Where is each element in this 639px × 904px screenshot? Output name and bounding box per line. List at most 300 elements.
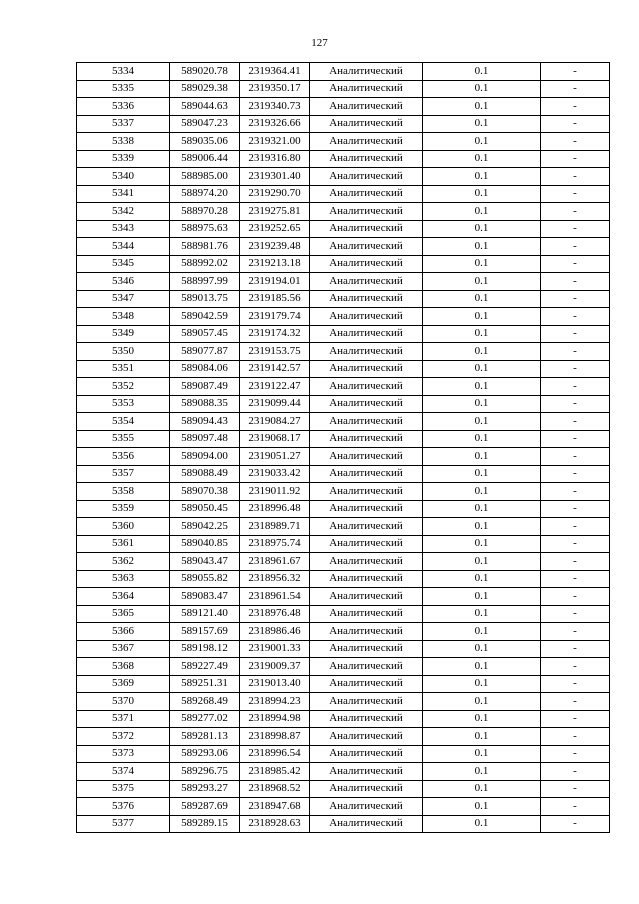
table-row <box>77 728 610 746</box>
table-row <box>77 98 610 116</box>
point-number-cell: 5368 <box>77 658 170 676</box>
y-coordinate-cell: 2318996.48 <box>240 500 310 518</box>
point-number-cell: 5346 <box>77 273 170 291</box>
y-coordinate-cell: 2319001.33 <box>240 640 310 658</box>
y-coordinate-cell: 2319252.65 <box>240 220 310 238</box>
point-number-cell: 5363 <box>77 570 170 588</box>
x-coordinate-cell: 589057.45 <box>170 325 240 343</box>
table-row <box>77 203 610 221</box>
method-cell: Аналитический <box>310 780 423 798</box>
y-coordinate-cell: 2319051.27 <box>240 448 310 466</box>
note-cell: - <box>541 465 610 483</box>
point-number-cell: 5336 <box>77 98 170 116</box>
x-coordinate-cell: 588975.63 <box>170 220 240 238</box>
note-cell: - <box>541 605 610 623</box>
point-number-cell: 5365 <box>77 605 170 623</box>
note-cell: - <box>541 325 610 343</box>
accuracy-cell: 0.1 <box>423 343 541 361</box>
table-row <box>77 465 610 483</box>
method-cell: Аналитический <box>310 553 423 571</box>
x-coordinate-cell: 589055.82 <box>170 570 240 588</box>
x-coordinate-cell: 589040.85 <box>170 535 240 553</box>
table-row <box>77 378 610 396</box>
x-coordinate-cell: 589296.75 <box>170 763 240 781</box>
method-cell: Аналитический <box>310 203 423 221</box>
y-coordinate-cell: 2319099.44 <box>240 395 310 413</box>
x-coordinate-cell: 589029.38 <box>170 80 240 98</box>
method-cell: Аналитический <box>310 728 423 746</box>
point-number-cell: 5358 <box>77 483 170 501</box>
note-cell: - <box>541 343 610 361</box>
y-coordinate-cell: 2319033.42 <box>240 465 310 483</box>
method-cell: Аналитический <box>310 80 423 98</box>
table-row <box>77 308 610 326</box>
accuracy-cell: 0.1 <box>423 168 541 186</box>
y-coordinate-cell: 2318994.98 <box>240 710 310 728</box>
y-coordinate-cell: 2319213.18 <box>240 255 310 273</box>
point-number-cell: 5345 <box>77 255 170 273</box>
point-number-cell: 5369 <box>77 675 170 693</box>
accuracy-cell: 0.1 <box>423 220 541 238</box>
point-number-cell: 5371 <box>77 710 170 728</box>
table-row <box>77 430 610 448</box>
page-number: 127 <box>311 37 328 49</box>
note-cell: - <box>541 133 610 151</box>
y-coordinate-cell: 2318976.48 <box>240 605 310 623</box>
accuracy-cell: 0.1 <box>423 185 541 203</box>
accuracy-cell: 0.1 <box>423 780 541 798</box>
method-cell: Аналитический <box>310 588 423 606</box>
table-row <box>77 413 610 431</box>
note-cell: - <box>541 168 610 186</box>
x-coordinate-cell: 589042.59 <box>170 308 240 326</box>
accuracy-cell: 0.1 <box>423 745 541 763</box>
x-coordinate-cell: 589293.27 <box>170 780 240 798</box>
y-coordinate-cell: 2318928.63 <box>240 815 310 833</box>
point-number-cell: 5340 <box>77 168 170 186</box>
x-coordinate-cell: 589020.78 <box>170 63 240 81</box>
table-row <box>77 535 610 553</box>
accuracy-cell: 0.1 <box>423 308 541 326</box>
method-cell: Аналитический <box>310 255 423 273</box>
table-row <box>77 500 610 518</box>
y-coordinate-cell: 2319142.57 <box>240 360 310 378</box>
method-cell: Аналитический <box>310 63 423 81</box>
point-number-cell: 5335 <box>77 80 170 98</box>
method-cell: Аналитический <box>310 115 423 133</box>
accuracy-cell: 0.1 <box>423 465 541 483</box>
accuracy-cell: 0.1 <box>423 728 541 746</box>
method-cell: Аналитический <box>310 395 423 413</box>
y-coordinate-cell: 2319239.48 <box>240 238 310 256</box>
accuracy-cell: 0.1 <box>423 553 541 571</box>
method-cell: Аналитический <box>310 185 423 203</box>
method-cell: Аналитический <box>310 763 423 781</box>
method-cell: Аналитический <box>310 675 423 693</box>
x-coordinate-cell: 589050.45 <box>170 500 240 518</box>
table-row <box>77 815 610 833</box>
note-cell: - <box>541 395 610 413</box>
note-cell: - <box>541 98 610 116</box>
accuracy-cell: 0.1 <box>423 238 541 256</box>
point-number-cell: 5367 <box>77 640 170 658</box>
table-row <box>77 780 610 798</box>
table-row <box>77 518 610 536</box>
table-row <box>77 220 610 238</box>
note-cell: - <box>541 728 610 746</box>
method-cell: Аналитический <box>310 623 423 641</box>
x-coordinate-cell: 589157.69 <box>170 623 240 641</box>
table-row <box>77 658 610 676</box>
x-coordinate-cell: 588997.99 <box>170 273 240 291</box>
y-coordinate-cell: 2318961.67 <box>240 553 310 571</box>
x-coordinate-cell: 589083.47 <box>170 588 240 606</box>
method-cell: Аналитический <box>310 500 423 518</box>
accuracy-cell: 0.1 <box>423 535 541 553</box>
x-coordinate-cell: 589094.43 <box>170 413 240 431</box>
accuracy-cell: 0.1 <box>423 623 541 641</box>
method-cell: Аналитический <box>310 570 423 588</box>
point-number-cell: 5351 <box>77 360 170 378</box>
table-row <box>77 553 610 571</box>
y-coordinate-cell: 2319174.32 <box>240 325 310 343</box>
note-cell: - <box>541 80 610 98</box>
method-cell: Аналитический <box>310 465 423 483</box>
note-cell: - <box>541 780 610 798</box>
note-cell: - <box>541 308 610 326</box>
accuracy-cell: 0.1 <box>423 588 541 606</box>
point-number-cell: 5352 <box>77 378 170 396</box>
y-coordinate-cell: 2319068.17 <box>240 430 310 448</box>
accuracy-cell: 0.1 <box>423 98 541 116</box>
method-cell: Аналитический <box>310 98 423 116</box>
table-row <box>77 150 610 168</box>
accuracy-cell: 0.1 <box>423 693 541 711</box>
x-coordinate-cell: 589287.69 <box>170 798 240 816</box>
x-coordinate-cell: 589070.38 <box>170 483 240 501</box>
y-coordinate-cell: 2318986.46 <box>240 623 310 641</box>
table-row <box>77 255 610 273</box>
accuracy-cell: 0.1 <box>423 658 541 676</box>
y-coordinate-cell: 2319340.73 <box>240 98 310 116</box>
method-cell: Аналитический <box>310 360 423 378</box>
x-coordinate-cell: 589035.06 <box>170 133 240 151</box>
x-coordinate-cell: 589097.48 <box>170 430 240 448</box>
point-number-cell: 5374 <box>77 763 170 781</box>
note-cell: - <box>541 483 610 501</box>
table-row <box>77 745 610 763</box>
y-coordinate-cell: 2318996.54 <box>240 745 310 763</box>
y-coordinate-cell: 2318975.74 <box>240 535 310 553</box>
x-coordinate-cell: 589121.40 <box>170 605 240 623</box>
table-row <box>77 63 610 81</box>
x-coordinate-cell: 589042.25 <box>170 518 240 536</box>
table-row <box>77 483 610 501</box>
accuracy-cell: 0.1 <box>423 710 541 728</box>
note-cell: - <box>541 115 610 133</box>
y-coordinate-cell: 2318994.23 <box>240 693 310 711</box>
accuracy-cell: 0.1 <box>423 378 541 396</box>
method-cell: Аналитический <box>310 413 423 431</box>
table-row <box>77 570 610 588</box>
point-number-cell: 5348 <box>77 308 170 326</box>
note-cell: - <box>541 640 610 658</box>
note-cell: - <box>541 798 610 816</box>
y-coordinate-cell: 2319194.01 <box>240 273 310 291</box>
point-number-cell: 5341 <box>77 185 170 203</box>
y-coordinate-cell: 2319179.74 <box>240 308 310 326</box>
accuracy-cell: 0.1 <box>423 798 541 816</box>
note-cell: - <box>541 570 610 588</box>
point-number-cell: 5338 <box>77 133 170 151</box>
y-coordinate-cell: 2318947.68 <box>240 798 310 816</box>
accuracy-cell: 0.1 <box>423 80 541 98</box>
point-number-cell: 5349 <box>77 325 170 343</box>
note-cell: - <box>541 763 610 781</box>
note-cell: - <box>541 430 610 448</box>
accuracy-cell: 0.1 <box>423 518 541 536</box>
table-row <box>77 325 610 343</box>
point-number-cell: 5344 <box>77 238 170 256</box>
note-cell: - <box>541 553 610 571</box>
y-coordinate-cell: 2319185.56 <box>240 290 310 308</box>
accuracy-cell: 0.1 <box>423 430 541 448</box>
table-row <box>77 640 610 658</box>
y-coordinate-cell: 2319011.92 <box>240 483 310 501</box>
note-cell: - <box>541 150 610 168</box>
method-cell: Аналитический <box>310 535 423 553</box>
accuracy-cell: 0.1 <box>423 290 541 308</box>
table-row <box>77 168 610 186</box>
table-row <box>77 395 610 413</box>
method-cell: Аналитический <box>310 238 423 256</box>
x-coordinate-cell: 589198.12 <box>170 640 240 658</box>
table-row <box>77 623 610 641</box>
point-number-cell: 5334 <box>77 63 170 81</box>
y-coordinate-cell: 2319350.17 <box>240 80 310 98</box>
x-coordinate-cell: 589289.15 <box>170 815 240 833</box>
point-number-cell: 5357 <box>77 465 170 483</box>
accuracy-cell: 0.1 <box>423 325 541 343</box>
note-cell: - <box>541 378 610 396</box>
note-cell: - <box>541 588 610 606</box>
note-cell: - <box>541 360 610 378</box>
point-number-cell: 5350 <box>77 343 170 361</box>
accuracy-cell: 0.1 <box>423 815 541 833</box>
accuracy-cell: 0.1 <box>423 605 541 623</box>
accuracy-cell: 0.1 <box>423 483 541 501</box>
note-cell: - <box>541 710 610 728</box>
point-number-cell: 5370 <box>77 693 170 711</box>
method-cell: Аналитический <box>310 378 423 396</box>
method-cell: Аналитический <box>310 658 423 676</box>
coordinates-table-body <box>77 63 610 833</box>
x-coordinate-cell: 589044.63 <box>170 98 240 116</box>
x-coordinate-cell: 589077.87 <box>170 343 240 361</box>
method-cell: Аналитический <box>310 343 423 361</box>
table-row <box>77 238 610 256</box>
accuracy-cell: 0.1 <box>423 133 541 151</box>
x-coordinate-cell: 588985.00 <box>170 168 240 186</box>
point-number-cell: 5355 <box>77 430 170 448</box>
x-coordinate-cell: 589094.00 <box>170 448 240 466</box>
point-number-cell: 5373 <box>77 745 170 763</box>
y-coordinate-cell: 2319301.40 <box>240 168 310 186</box>
method-cell: Аналитический <box>310 483 423 501</box>
point-number-cell: 5364 <box>77 588 170 606</box>
x-coordinate-cell: 589084.06 <box>170 360 240 378</box>
y-coordinate-cell: 2318998.87 <box>240 728 310 746</box>
point-number-cell: 5366 <box>77 623 170 641</box>
method-cell: Аналитический <box>310 815 423 833</box>
x-coordinate-cell: 589281.13 <box>170 728 240 746</box>
accuracy-cell: 0.1 <box>423 675 541 693</box>
table-row <box>77 693 610 711</box>
y-coordinate-cell: 2319122.47 <box>240 378 310 396</box>
note-cell: - <box>541 185 610 203</box>
note-cell: - <box>541 623 610 641</box>
note-cell: - <box>541 518 610 536</box>
table-row <box>77 710 610 728</box>
note-cell: - <box>541 675 610 693</box>
accuracy-cell: 0.1 <box>423 395 541 413</box>
method-cell: Аналитический <box>310 745 423 763</box>
y-coordinate-cell: 2318968.52 <box>240 780 310 798</box>
table-row <box>77 80 610 98</box>
method-cell: Аналитический <box>310 518 423 536</box>
point-number-cell: 5375 <box>77 780 170 798</box>
y-coordinate-cell: 2318989.71 <box>240 518 310 536</box>
x-coordinate-cell: 589268.49 <box>170 693 240 711</box>
note-cell: - <box>541 255 610 273</box>
note-cell: - <box>541 815 610 833</box>
point-number-cell: 5376 <box>77 798 170 816</box>
table-row <box>77 343 610 361</box>
accuracy-cell: 0.1 <box>423 63 541 81</box>
point-number-cell: 5361 <box>77 535 170 553</box>
accuracy-cell: 0.1 <box>423 150 541 168</box>
note-cell: - <box>541 63 610 81</box>
x-coordinate-cell: 589088.35 <box>170 395 240 413</box>
table-row <box>77 763 610 781</box>
accuracy-cell: 0.1 <box>423 763 541 781</box>
y-coordinate-cell: 2319364.41 <box>240 63 310 81</box>
table-row <box>77 185 610 203</box>
accuracy-cell: 0.1 <box>423 500 541 518</box>
x-coordinate-cell: 589087.49 <box>170 378 240 396</box>
table-row <box>77 605 610 623</box>
note-cell: - <box>541 448 610 466</box>
x-coordinate-cell: 589043.47 <box>170 553 240 571</box>
x-coordinate-cell: 588981.76 <box>170 238 240 256</box>
method-cell: Аналитический <box>310 430 423 448</box>
y-coordinate-cell: 2318985.42 <box>240 763 310 781</box>
method-cell: Аналитический <box>310 798 423 816</box>
method-cell: Аналитический <box>310 640 423 658</box>
y-coordinate-cell: 2319316.80 <box>240 150 310 168</box>
point-number-cell: 5347 <box>77 290 170 308</box>
point-number-cell: 5337 <box>77 115 170 133</box>
method-cell: Аналитический <box>310 273 423 291</box>
method-cell: Аналитический <box>310 133 423 151</box>
point-number-cell: 5360 <box>77 518 170 536</box>
table-row <box>77 588 610 606</box>
method-cell: Аналитический <box>310 693 423 711</box>
x-coordinate-cell: 588974.20 <box>170 185 240 203</box>
point-number-cell: 5356 <box>77 448 170 466</box>
accuracy-cell: 0.1 <box>423 413 541 431</box>
point-number-cell: 5343 <box>77 220 170 238</box>
note-cell: - <box>541 500 610 518</box>
method-cell: Аналитический <box>310 308 423 326</box>
point-number-cell: 5353 <box>77 395 170 413</box>
method-cell: Аналитический <box>310 150 423 168</box>
point-number-cell: 5372 <box>77 728 170 746</box>
x-coordinate-cell: 589251.31 <box>170 675 240 693</box>
table-row <box>77 675 610 693</box>
note-cell: - <box>541 273 610 291</box>
y-coordinate-cell: 2319326.66 <box>240 115 310 133</box>
point-number-cell: 5377 <box>77 815 170 833</box>
x-coordinate-cell: 588992.02 <box>170 255 240 273</box>
table-row <box>77 798 610 816</box>
method-cell: Аналитический <box>310 220 423 238</box>
table-row <box>77 133 610 151</box>
x-coordinate-cell: 589006.44 <box>170 150 240 168</box>
table-row <box>77 360 610 378</box>
table-row <box>77 290 610 308</box>
method-cell: Аналитический <box>310 448 423 466</box>
accuracy-cell: 0.1 <box>423 273 541 291</box>
x-coordinate-cell: 589227.49 <box>170 658 240 676</box>
x-coordinate-cell: 589047.23 <box>170 115 240 133</box>
point-number-cell: 5359 <box>77 500 170 518</box>
method-cell: Аналитический <box>310 168 423 186</box>
method-cell: Аналитический <box>310 605 423 623</box>
accuracy-cell: 0.1 <box>423 255 541 273</box>
x-coordinate-cell: 589277.02 <box>170 710 240 728</box>
accuracy-cell: 0.1 <box>423 570 541 588</box>
y-coordinate-cell: 2318961.54 <box>240 588 310 606</box>
accuracy-cell: 0.1 <box>423 360 541 378</box>
point-number-cell: 5354 <box>77 413 170 431</box>
table-row <box>77 115 610 133</box>
note-cell: - <box>541 658 610 676</box>
x-coordinate-cell: 589088.49 <box>170 465 240 483</box>
method-cell: Аналитический <box>310 290 423 308</box>
point-number-cell: 5342 <box>77 203 170 221</box>
note-cell: - <box>541 290 610 308</box>
x-coordinate-cell: 589013.75 <box>170 290 240 308</box>
note-cell: - <box>541 203 610 221</box>
y-coordinate-cell: 2319153.75 <box>240 343 310 361</box>
y-coordinate-cell: 2319275.81 <box>240 203 310 221</box>
coordinates-table <box>76 62 610 833</box>
note-cell: - <box>541 745 610 763</box>
y-coordinate-cell: 2319013.40 <box>240 675 310 693</box>
note-cell: - <box>541 535 610 553</box>
y-coordinate-cell: 2319084.27 <box>240 413 310 431</box>
method-cell: Аналитический <box>310 325 423 343</box>
x-coordinate-cell: 588970.28 <box>170 203 240 221</box>
note-cell: - <box>541 413 610 431</box>
table-row <box>77 273 610 291</box>
note-cell: - <box>541 220 610 238</box>
point-number-cell: 5362 <box>77 553 170 571</box>
accuracy-cell: 0.1 <box>423 448 541 466</box>
accuracy-cell: 0.1 <box>423 640 541 658</box>
point-number-cell: 5339 <box>77 150 170 168</box>
